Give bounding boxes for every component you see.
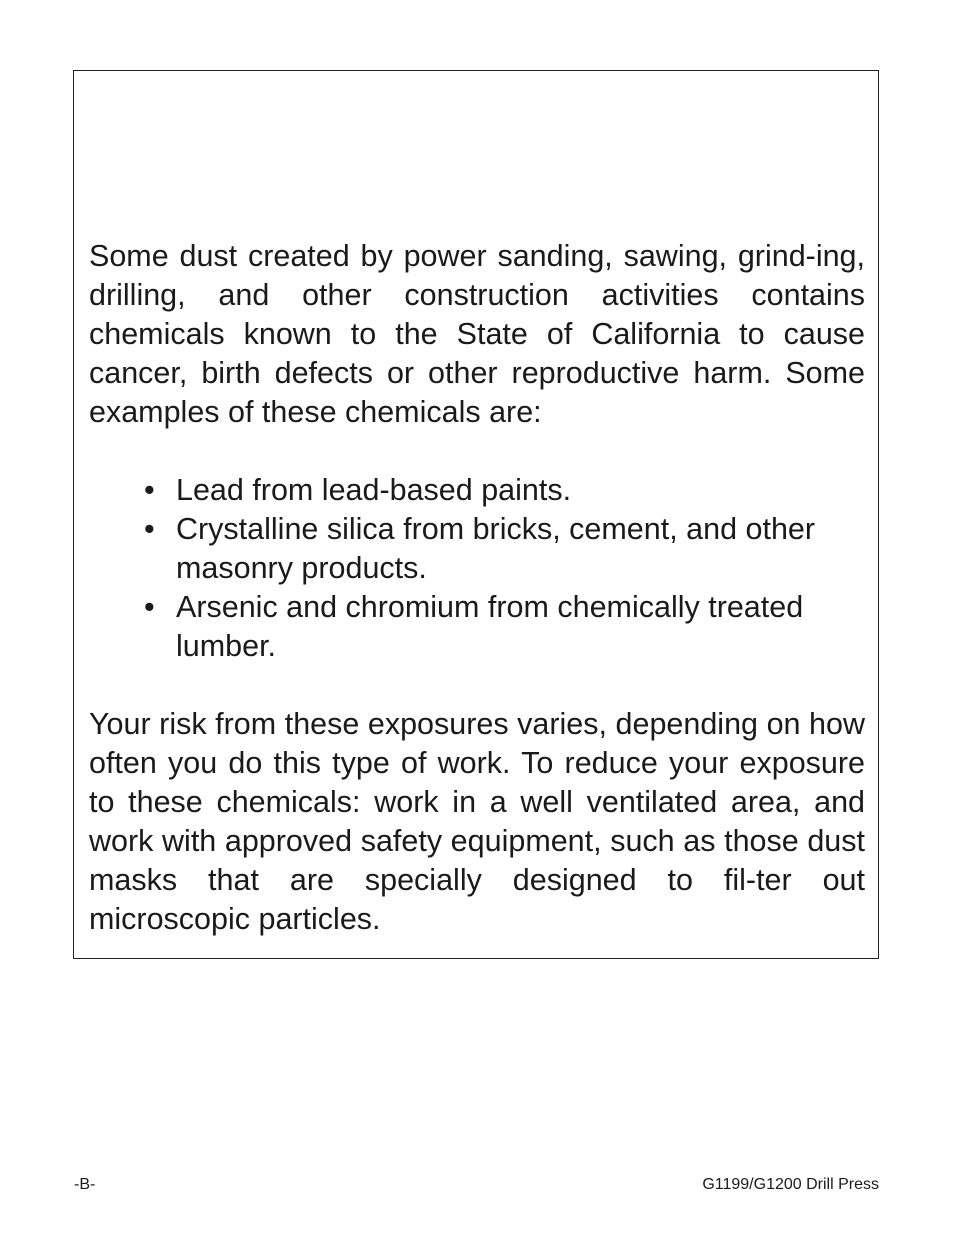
warning-content bbox=[89, 237, 865, 939]
warning-box bbox=[73, 70, 879, 959]
list-item bbox=[144, 588, 865, 666]
list-item bbox=[144, 471, 865, 510]
bullet-icon: • bbox=[144, 512, 155, 546]
example-text: Lead from lead-based paints. bbox=[176, 473, 572, 507]
example-text: Crystalline silica from bricks, cement, and other masonry products. bbox=[176, 512, 816, 585]
bullet-icon: • bbox=[144, 473, 155, 507]
warning-intro-text: Some dust created by power sanding, sawing, grind-ing, drilling, and other construction activities contains chemicals known to the State of California to cause cancer, birth defects or other reproductive harm. Some examples of these chemicals are: bbox=[89, 239, 865, 429]
warning-risk-text: Your risk from these exposures varies, depending on how often you do this type of work. To reduce your exposure to these chemicals: work in a well ventilated area, and work with approved safety equipment, such as those dust masks that are specially designed to fil-ter out microscopic particles. bbox=[89, 707, 865, 936]
example-text: Arsenic and chromium from chemically treated lumber. bbox=[176, 590, 804, 663]
bullet-icon: • bbox=[144, 590, 155, 624]
manual-title: G1199/G1200 Drill Press bbox=[702, 1176, 879, 1193]
page-number: -B- bbox=[74, 1176, 96, 1193]
chemical-examples-list bbox=[89, 471, 865, 666]
list-item bbox=[144, 510, 865, 588]
